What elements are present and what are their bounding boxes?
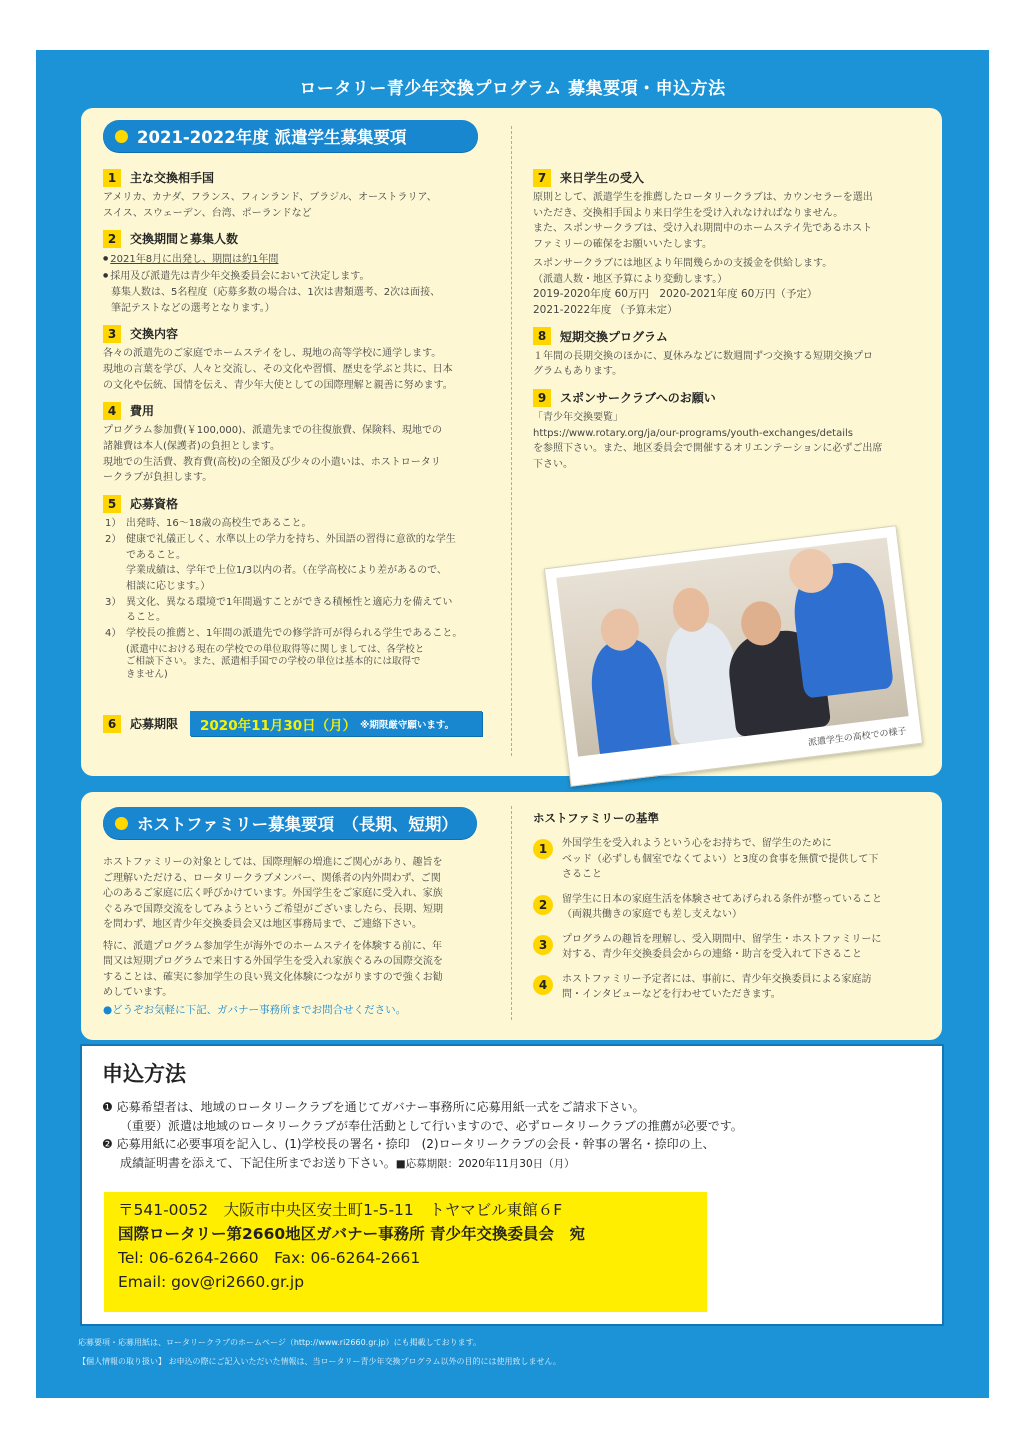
text-line: 筆記テストなどの選考となります。） — [111, 302, 275, 314]
host-family-heading-text: ホストファミリー募集要項 （長期、短期） — [137, 815, 458, 834]
section-title: 応募期限 — [130, 717, 179, 731]
footer-privacy-note: 【個人情報の取り扱い】 お申込の際にご記入いただいた情報は、当ロータリー青少年交換プログラム以外の目的には使用致しません。 — [78, 1357, 561, 1366]
criteria-item — [533, 836, 923, 883]
criteria-number: 4 — [533, 975, 553, 995]
item-marker: 3） — [105, 596, 122, 608]
text-line: ベッド（必ずしも個室でなくてよい）と3度の食事を無償で提供して下 — [562, 853, 879, 865]
photo-figure — [587, 636, 673, 757]
text-line: 対する、青少年交換委員会からの連絡・助言を受入れて下さること — [562, 949, 862, 960]
footer-website-note: 応募要項・応募用紙は、ロータリークラブのホームページ（http://www.ri2660.gr.jp）にも掲載しております。 — [78, 1338, 482, 1347]
text-line: 学業成績は、学年で上位1/3以内の者。（在学高校により差があるので、 — [126, 565, 447, 577]
application-deadline: ■応募期限：2020年11月30日（月） — [395, 1157, 575, 1170]
text-line: 諸雑費は本人(保護者)の負担とします。 — [103, 441, 281, 453]
section-exchange-content — [103, 324, 498, 393]
text-line: 留学生に日本の家庭生活を体験させてあげられる条件が整っていること — [562, 893, 882, 905]
student-photo — [556, 537, 908, 756]
text-line: を問わず、地区青少年交換委員会又は地区事務局まで、ご連絡下さい。 — [103, 919, 422, 930]
section-deadline — [103, 711, 482, 736]
application-steps — [102, 1098, 922, 1173]
text-line: ホストファミリー予定者には、事前に、青少年交換委員による家庭訪 — [562, 973, 872, 985]
section-number: 5 — [103, 495, 121, 513]
section-title: 主な交換相手国 — [130, 171, 215, 185]
section-partner-countries — [103, 168, 498, 221]
eligibility-item — [103, 532, 498, 595]
text-line: スイス、スウェーデン、台湾、ポーランドなど — [103, 207, 312, 219]
criteria-number: 1 — [533, 839, 553, 859]
item-marker: 4） — [105, 628, 122, 640]
text-line: ること。 — [126, 612, 166, 624]
application-step-1: ❶ 応募希望者は、地域のロータリークラブを通じてガバナー事務所に応募用紙一式をご請求下さい。 — [102, 1100, 645, 1114]
section-number: 3 — [103, 325, 121, 343]
recipient-name: 国際ロータリー第2660地区ガバナー事務所 青少年交換委員会 宛 — [118, 1225, 586, 1243]
criteria-title: ホストファミリーの基準 — [533, 811, 659, 825]
section-title: 応募資格 — [130, 497, 179, 512]
text-line: 問・インタビューなどを行わせていただきます。 — [562, 989, 781, 1000]
text-line: プログラムの趣旨を理解し、受入期間中、留学生・ホストファミリーに — [562, 933, 882, 945]
text-line: 相談に応じます。） — [126, 580, 211, 592]
section-number: 8 — [533, 327, 551, 345]
section-title: 交換期間と募集人数 — [130, 232, 239, 247]
text-line: きません) — [126, 668, 168, 680]
deadline-date: 2020年11月30日（月） — [200, 717, 357, 734]
section-number: 7 — [533, 169, 551, 187]
bullet-departure — [103, 251, 498, 268]
text-line: 間又は短期プログラムで来日する外国学生を受入れ家族ぐるみの国際交流を — [103, 956, 443, 967]
text-line: 出発時、16〜18歳の高校生であること。 — [126, 518, 312, 530]
item-marker: 2） — [105, 533, 122, 545]
item-marker: 1） — [105, 518, 122, 530]
text-line: することは、確実に参加学生の良い異文化体験につながりますので強くお勧 — [103, 971, 443, 983]
text-line: グラムもあります。 — [533, 366, 623, 378]
application-method-box — [80, 1044, 944, 1326]
text-line: ぐるみで国際交流をしてみようというご希望がございましたら、長期、短期 — [103, 903, 443, 915]
criteria-item — [533, 972, 923, 1003]
text-line: を参照下さい。また、地区委員会で開催するオリエンテーションに必ずご出席 — [533, 443, 883, 455]
text-line: ご相談下さい。また、派遣相手国での学校の単位は基本的には取得で — [126, 656, 421, 668]
eligibility-item — [103, 516, 498, 532]
application-step-1-note: （重要）派遣は地域のロータリークラブが奉仕活動として行いますので、必ずロータリークラブの推薦が必要です。 — [120, 1118, 743, 1133]
text-line: ホストファミリーの対象としては、国際理解の増進にご関心があり、趣旨を — [103, 857, 443, 868]
text-line: いただき、交換相手国より来日学生を受け入れなければなりません。 — [533, 207, 844, 219]
host-family-heading — [103, 807, 477, 839]
text-line: アメリカ、カナダ、フランス、フィンランド、ブラジル、オーストラリア、 — [103, 192, 437, 203]
section-title: 来日学生の受入 — [560, 171, 645, 185]
eligibility-item — [103, 626, 498, 642]
host-family-description — [103, 855, 495, 1017]
text-line: ファミリーの確保をお願いいたします。 — [533, 239, 712, 251]
text-line: 健康で礼儀正しく、水準以上の学力を持ち、外国語の習得に意欲的な学生 — [126, 533, 456, 545]
section-short-term-program — [533, 327, 923, 380]
page-title: ロータリー青少年交換プログラム 募集要項・申込方法 — [299, 79, 726, 99]
text-line: スポンサークラブには地区より年間幾らかの支援金を供給します。 — [533, 257, 833, 269]
outbound-panel — [81, 108, 942, 776]
text-line: 現地の言葉を学び、人々と交流し、その文化や習慣、歴史を学ぶと共に、日本 — [103, 363, 453, 375]
column-divider — [511, 806, 512, 1020]
application-title: 申込方法 — [102, 1062, 186, 1086]
outbound-heading — [103, 120, 478, 152]
text-line: 募集人数は、5名程度（応募多数の場合は、1次は書類選考、2次は面接、 — [111, 286, 441, 298]
text-line: １年間の長期交換のほかに、夏休みなどに数週間ずつ交換する短期交換プロ — [533, 350, 873, 362]
text-line: (派遣中における現在の学校での単位取得等に関しましては、各学校と — [126, 643, 425, 655]
section-title: スポンサークラブへのお願い — [560, 391, 716, 406]
section-sponsor-request — [533, 388, 923, 473]
column-divider — [511, 126, 512, 756]
section-number: 1 — [103, 169, 121, 187]
section-costs — [103, 401, 498, 486]
eligibility-item — [103, 595, 498, 626]
text-line: 下さい。 — [533, 459, 573, 471]
yellow-dot-icon — [115, 130, 128, 143]
subsidy-amounts: 2021-2022年度 （予算未定） — [533, 303, 678, 316]
section-title: 交換内容 — [130, 327, 179, 342]
text-line: ご理解いただける、ロータリークラブメンバー、関係者の内外問わず、ご関 — [103, 872, 441, 884]
application-step-2: ❷ 応募用紙に必要事項を記入し、(1)学校長の署名・捺印 (2)ロータリークラブの会長・幹事の署名・捺印の上、 — [102, 1137, 715, 1151]
section-number: 2 — [103, 230, 121, 248]
student-photo-frame — [544, 525, 923, 787]
text-line: また、スポンサークラブは、受け入れ期間中のホームステイ先であるホスト — [533, 223, 873, 235]
text-line: めしています。 — [103, 987, 173, 998]
section-number: 9 — [533, 389, 551, 407]
mailing-address-box — [104, 1192, 707, 1312]
text-line: 学校長の推薦と、1年間の派遣先での修学許可が得られる学生であること。 — [126, 628, 463, 640]
section-period-and-quota — [103, 229, 498, 316]
rotary-url-link[interactable]: https://www.rotary.org/ja/our-programs/youth-exchanges/details — [533, 427, 853, 439]
text-line: さること — [562, 869, 602, 880]
bullet-selection: ● 採用及び派遣先は青少年交換委員会において決定します。 — [103, 268, 498, 285]
criteria-item — [533, 932, 923, 963]
application-step-2-cont — [102, 1154, 922, 1174]
section-number: 6 — [103, 715, 121, 733]
criteria-number: 2 — [533, 895, 553, 915]
phone-fax: Tel: 06-6264-2660 Fax: 06-6264-2661 — [118, 1249, 421, 1267]
section-inbound-students — [533, 168, 923, 319]
subsidy-amounts: 2019-2020年度 60万円 2020-2021年度 60万円（予定） — [533, 288, 818, 301]
deadline-banner — [190, 711, 482, 736]
text-line: 原則として、派遣学生を推薦したロータリークラブは、カウンセラーを選出 — [533, 192, 873, 203]
text-line: 現地での生活費、教育費(高校)の全額及び少々の小遣いは、ホストロータリ — [103, 456, 441, 468]
text-line: 「青少年交換要覧」 — [533, 412, 623, 424]
criteria-item — [533, 892, 923, 923]
text-line: 外国学生を受入れようという心をお持ちで、留学生のために — [562, 838, 832, 849]
text-line: の文化や伝統、国情を伝え、青少年大使としての国際理解と親善に努めます。 — [103, 379, 453, 391]
outbound-left-column — [103, 168, 498, 689]
text-line: プログラム参加費(￥100,000)、派遣先までの往復旅費、保険料、現地での — [103, 425, 443, 437]
yellow-dot-icon — [115, 817, 128, 830]
flyer-sheet — [36, 50, 989, 1398]
eligibility-note — [103, 644, 498, 682]
section-eligibility — [103, 494, 498, 681]
text-line: 特に、派遣プログラム参加学生が海外でのホームステイを体験する前に、年 — [103, 940, 442, 952]
section-title: 費用 — [130, 404, 155, 419]
criteria-list — [533, 836, 923, 1012]
text-line: （派遣人数・地区予算により変動します。） — [533, 273, 728, 285]
text-line: であること。 — [126, 549, 186, 561]
text-line: 各々の派遣先のご家庭でホームステイをし、現地の高等学校に通学します。 — [103, 348, 442, 360]
text-line: ークラブが負担します。 — [103, 472, 213, 484]
email-address[interactable]: Email: gov@ri2660.gr.jp — [118, 1273, 305, 1291]
departure-text: 2021年8月に出発し、期間は約1年間 — [110, 254, 279, 266]
outbound-right-column — [533, 168, 923, 481]
deadline-note: ※期限厳守願います。 — [360, 719, 455, 731]
host-family-panel — [81, 792, 942, 1040]
section-number: 4 — [103, 402, 121, 420]
text-line: （両親共働きの家庭でも差し支えない） — [562, 909, 742, 920]
text-line: 心のあるご家庭に広く呼びかけています。外国学生をご家庭に受入れ、家族 — [103, 888, 443, 899]
contact-governor-office-link[interactable]: ●どうぞお気軽に下記、ガバナー事務所までお問合せください。 — [103, 1003, 407, 1016]
photo-caption: 派遣学生の高校での様子 — [807, 726, 908, 749]
outbound-heading-text: 2021-2022年度 派遣学生募集要項 — [137, 128, 407, 147]
section-title: 短期交換プログラム — [560, 329, 668, 344]
text-line: 成績証明書を添えて、下記住所までお送り下さい。 — [120, 1155, 396, 1170]
text-line: 異文化、異なる環境で1年間過すことができる積極性と適応力を備えてい — [126, 596, 453, 608]
postal-address: 〒541-0052 大阪市中央区安土町1-5-11 トヤマビル東館６F — [118, 1201, 563, 1219]
criteria-number: 3 — [533, 935, 553, 955]
